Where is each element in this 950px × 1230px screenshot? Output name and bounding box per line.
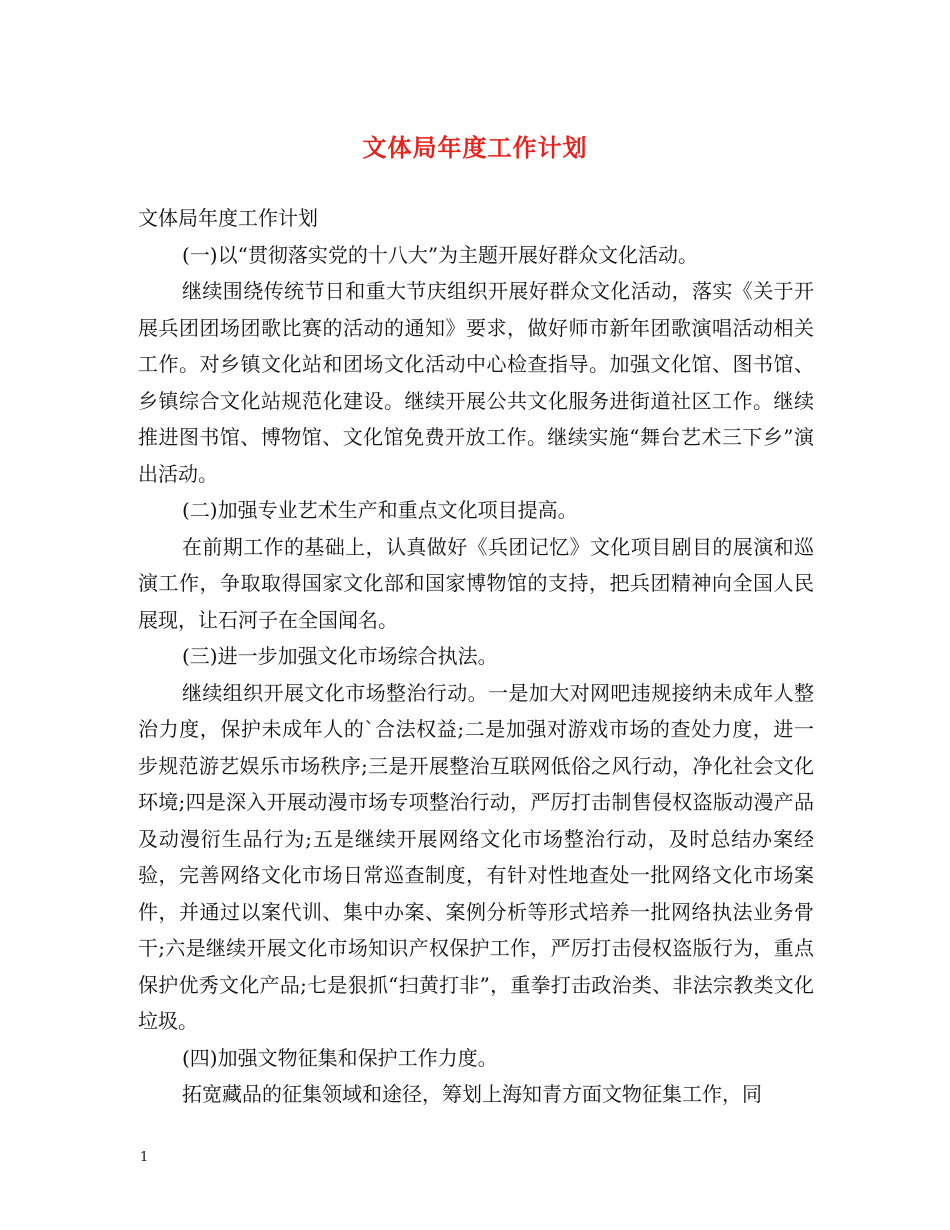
paragraph-section-3-body: 继续组织开展文化市场整治行动。一是加大对网吧违规接纳未成年人整治力度，保护未成年人的`合法权益;二是加强对游戏市场的查处力度，进一步规范游艺娱乐市场秩序;三是开展整治互联网低俗之风行动，净化社会文化环境;四是深入开展动漫市场专项整治行动，严厉打击制售侵权盗版动漫产品及动漫衍生品行为;五是继续开展网络文化市场整治行动，及时总结办案经验，完善网络文化市场日常巡查制度，有针对性地查处一批网络文化市场案件，并通过以案代训、集中办案、案例分析等形式培养一批网络执法业务骨干;六是继续开展文化市场知识产权保护工作，严厉打击侵权盗版行为，重点保护优秀文化产品;七是狠抓“扫黄打非”，重拳打击政治类、非法宗教类文化垃圾。: [138, 680, 814, 1033]
document-body: [138, 200, 814, 1113]
paragraph-section-1-body: 继续围绕传统节日和重大节庆组织开展好群众文化活动，落实《关于开展兵团团场团歌比赛的活动的通知》要求，做好师市新年团歌演唱活动相关工作。对乡镇文化站和团场文化活动中心检查指导。加强文化馆、图书馆、乡镇综合文化站规范化建设。继续开展公共文化服务进街道社区工作。继续推进图书馆、博物馆、文化馆免费开放工作。继续实施“舞台艺术三下乡”演出活动。: [138, 279, 814, 486]
paragraph-section-1-heading: (一)以“贯彻落实党的十八大”为主题开展好群众文化活动。: [182, 242, 699, 267]
paragraph-section-4-heading: (四)加强文物征集和保护工作力度。: [182, 1045, 498, 1070]
paragraph-section-4-body: 拓宽藏品的征集领域和途径，筹划上海知青方面文物征集工作，同: [182, 1082, 762, 1106]
paragraph-section-2-heading: (二)加强专业艺术生产和重点文化项目提高。: [182, 498, 578, 522]
paragraph-section-2-body: 在前期工作的基础上，认真做好《兵团记忆》文化项目剧目的展演和巡演工作，争取取得国家文化部和国家博物馆的支持，把兵团精神向全国人民展现，让石河子在全国闻名。: [138, 534, 814, 632]
page-number: 1: [140, 1150, 149, 1165]
paragraph-section-3-heading: (三)进一步加强文化市场综合执法。: [182, 644, 498, 668]
document-title: 文体局年度工作计划: [362, 134, 588, 162]
paragraph-heading: 文体局年度工作计划: [138, 206, 318, 230]
